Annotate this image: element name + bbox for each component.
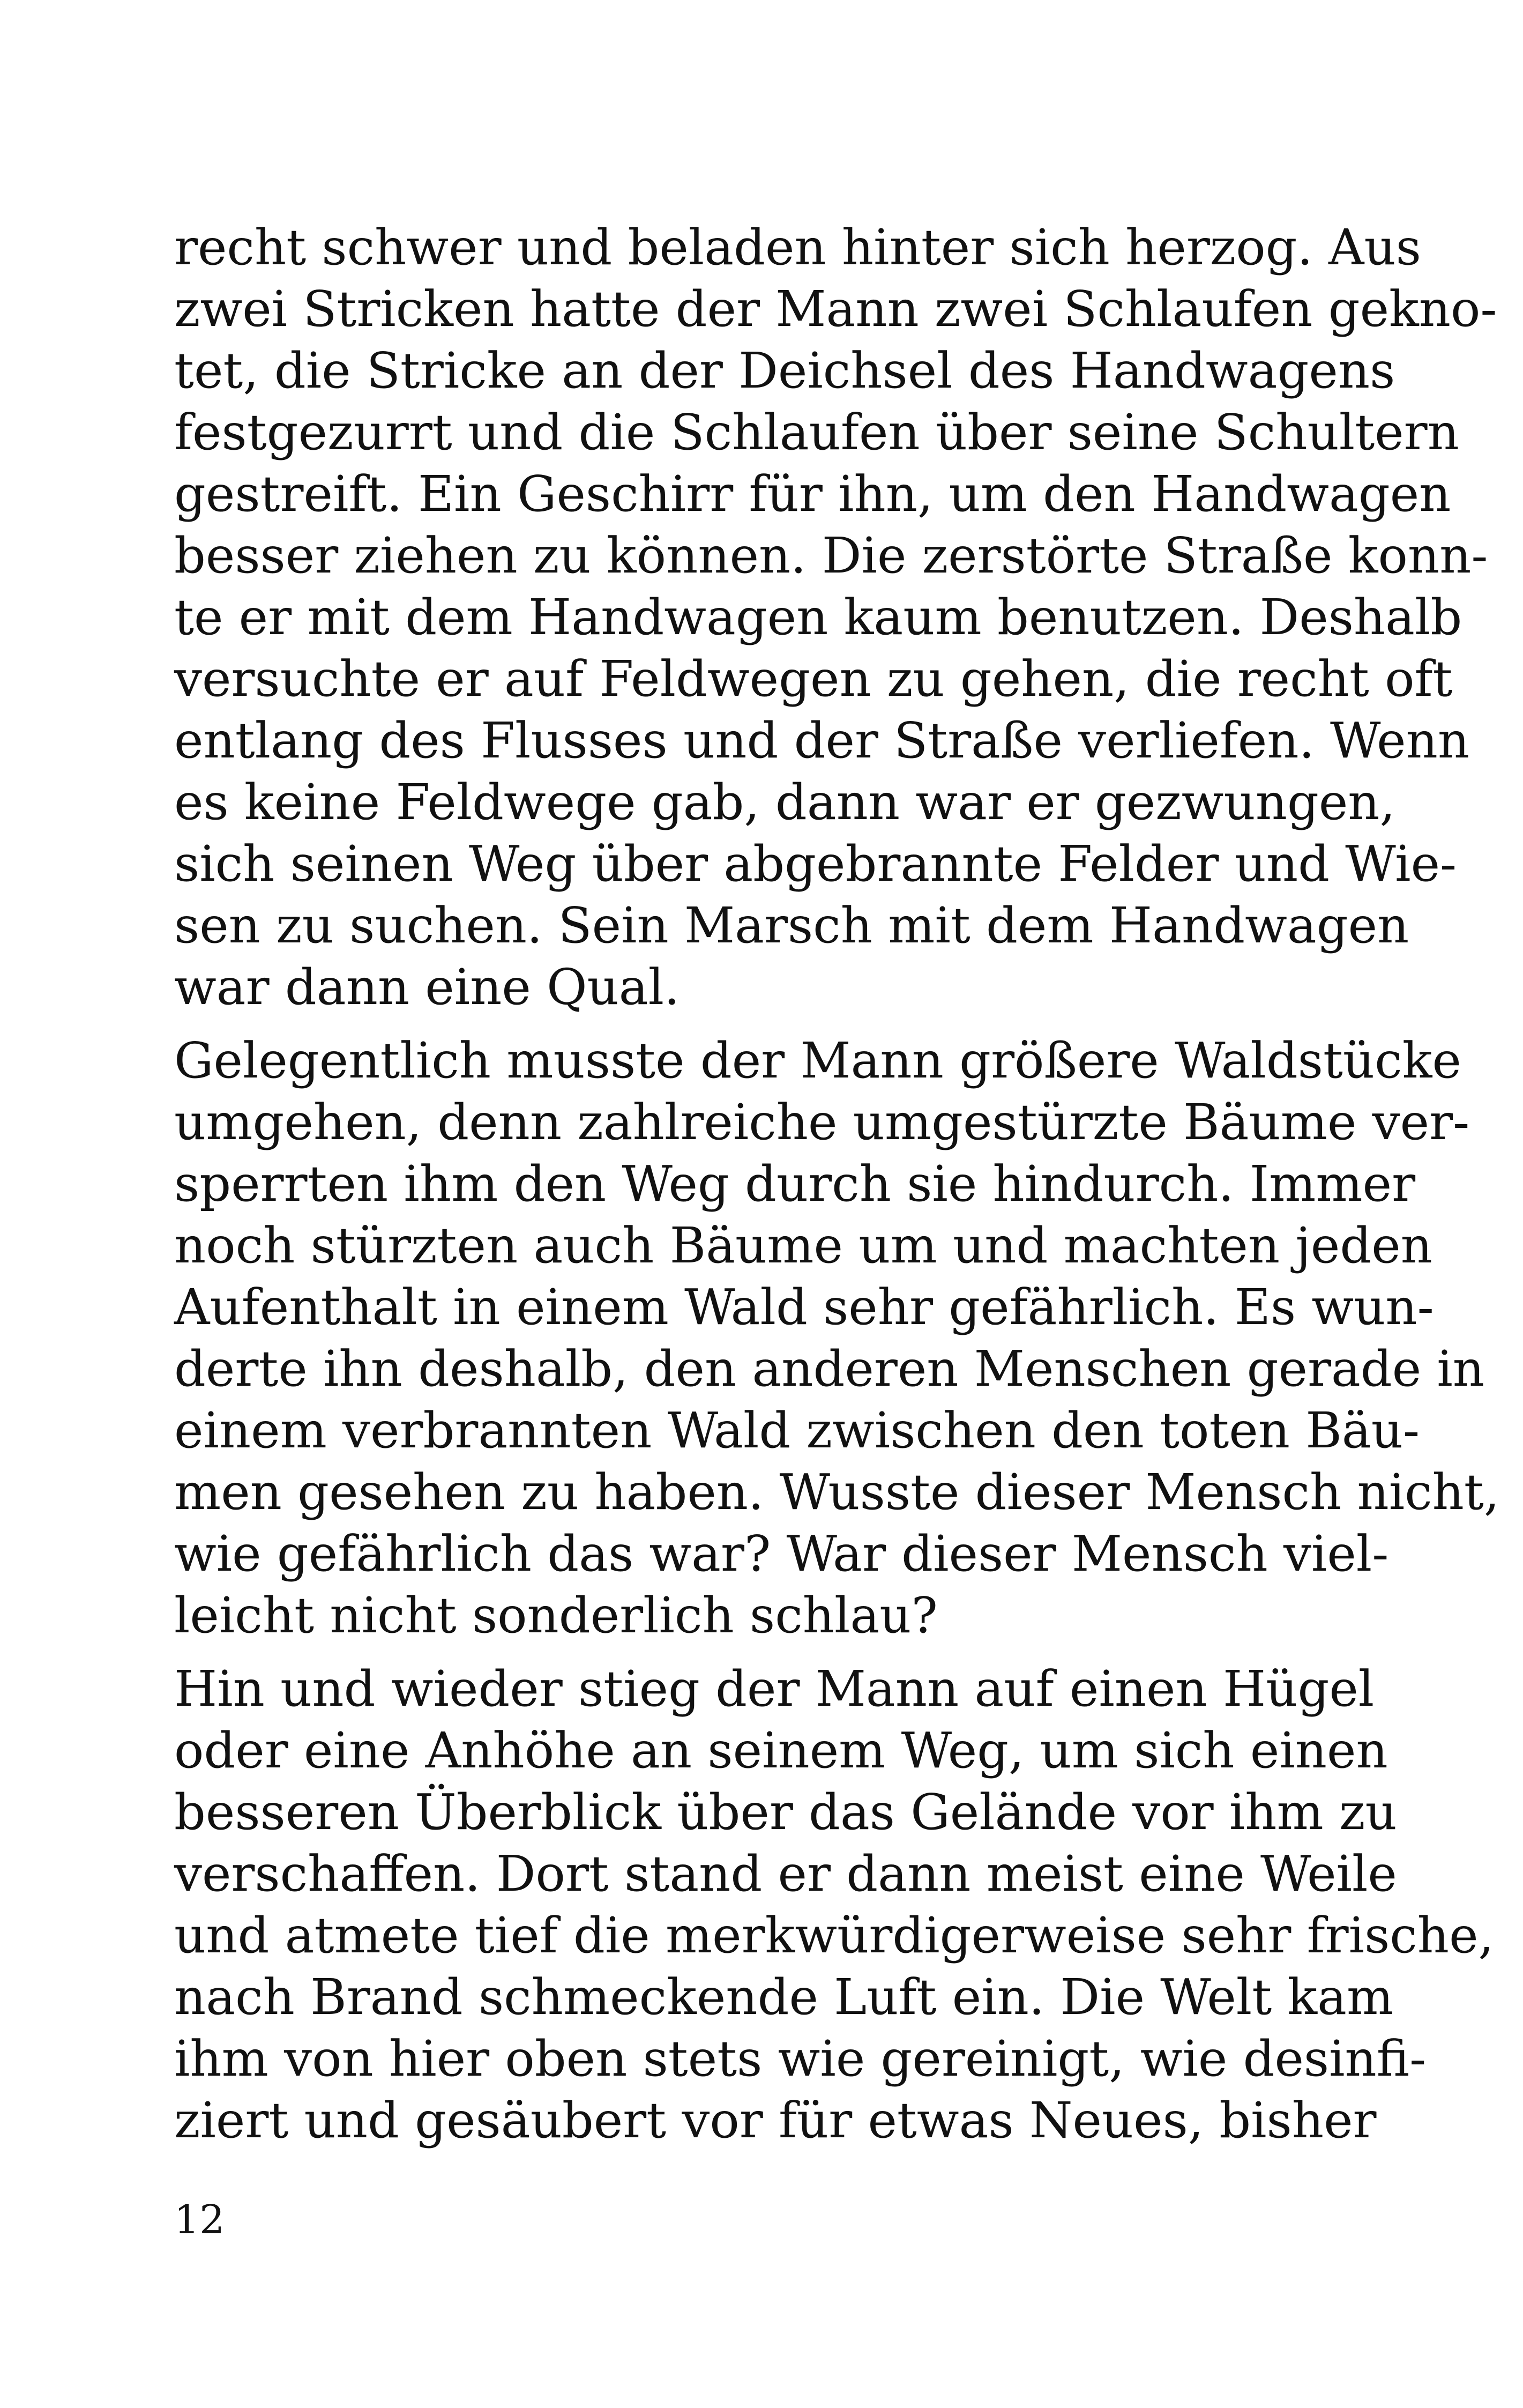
text-line: zwei Stricken hatte der Mann zwei Schlaufen gekno-	[174, 280, 1497, 338]
text-line: recht schwer und beladen hinter sich herzog. Aus	[174, 219, 1421, 276]
text-line: leicht nicht sonderlich schlau?	[174, 1587, 938, 1644]
paragraph-1	[174, 217, 1497, 1018]
text-line: einem verbrannten Wald zwischen den toten Bäu-	[174, 1402, 1420, 1459]
paragraph-3	[174, 1658, 1494, 2151]
text-line: Aufenthalt in einem Wald sehr gefährlich. Es wun-	[174, 1279, 1434, 1336]
text-line: derte ihn deshalb, den anderen Menschen gerade in	[174, 1340, 1485, 1398]
text-line: entlang des Flusses und der Straße verliefen. Wenn	[174, 712, 1470, 769]
body-text	[174, 217, 1500, 2163]
paragraph-2	[174, 1030, 1500, 1646]
text-line: verschaffen. Dort stand er dann meist eine Weile	[174, 1845, 1397, 1902]
text-line: te er mit dem Handwagen kaum benutzen. Deshalb	[174, 589, 1462, 646]
text-line: noch stürzten auch Bäume um und machten jeden	[174, 1217, 1432, 1274]
text-line: Gelegentlich musste der Mann größere Waldstücke	[174, 1032, 1461, 1089]
text-line: ziert und gesäubert vor für etwas Neues, bisher	[174, 2092, 1377, 2149]
text-line: versuchte er auf Feldwegen zu gehen, die recht oft	[174, 650, 1453, 708]
text-line: Hin und wieder stieg der Mann auf einen Hügel	[174, 1660, 1375, 1718]
text-line: umgehen, denn zahlreiche umgestürzte Bäume ver-	[174, 1094, 1470, 1151]
text-line: besser ziehen zu können. Die zerstörte Straße konn-	[174, 527, 1488, 584]
text-line: sich seinen Weg über abgebrannte Felder und Wie-	[174, 835, 1457, 893]
page-number: 12	[174, 2197, 225, 2243]
text-line: sperrten ihm den Weg durch sie hindurch. Immer	[174, 1155, 1416, 1213]
text-line: men gesehen zu haben. Wusste dieser Mensch nicht,	[174, 1463, 1500, 1521]
text-line: es keine Feldwege gab, dann war er gezwungen,	[174, 774, 1395, 831]
text-line: festgezurrt und die Schlaufen über seine Schultern	[174, 404, 1459, 461]
text-line: wie gefährlich das war? War dieser Mensch viel-	[174, 1525, 1389, 1582]
text-line: gestreift. Ein Geschirr für ihn, um den Handwagen	[174, 465, 1451, 523]
text-line: ihm von hier oben stets wie gereinigt, wie desinfi-	[174, 2030, 1427, 2087]
text-line: oder eine Anhöhe an seinem Weg, um sich einen	[174, 1722, 1388, 1779]
text-line: nach Brand schmeckende Luft ein. Die Welt kam	[174, 1968, 1394, 2026]
text-line: war dann eine Qual.	[174, 958, 680, 1016]
text-line: sen zu suchen. Sein Marsch mit dem Handwagen	[174, 897, 1409, 954]
text-line: und atmete tief die merkwürdigerweise sehr frische,	[174, 1907, 1494, 1964]
text-line: tet, die Stricke an der Deichsel des Handwagens	[174, 342, 1395, 399]
text-line: besseren Überblick über das Gelände vor ihm zu	[174, 1783, 1397, 1841]
